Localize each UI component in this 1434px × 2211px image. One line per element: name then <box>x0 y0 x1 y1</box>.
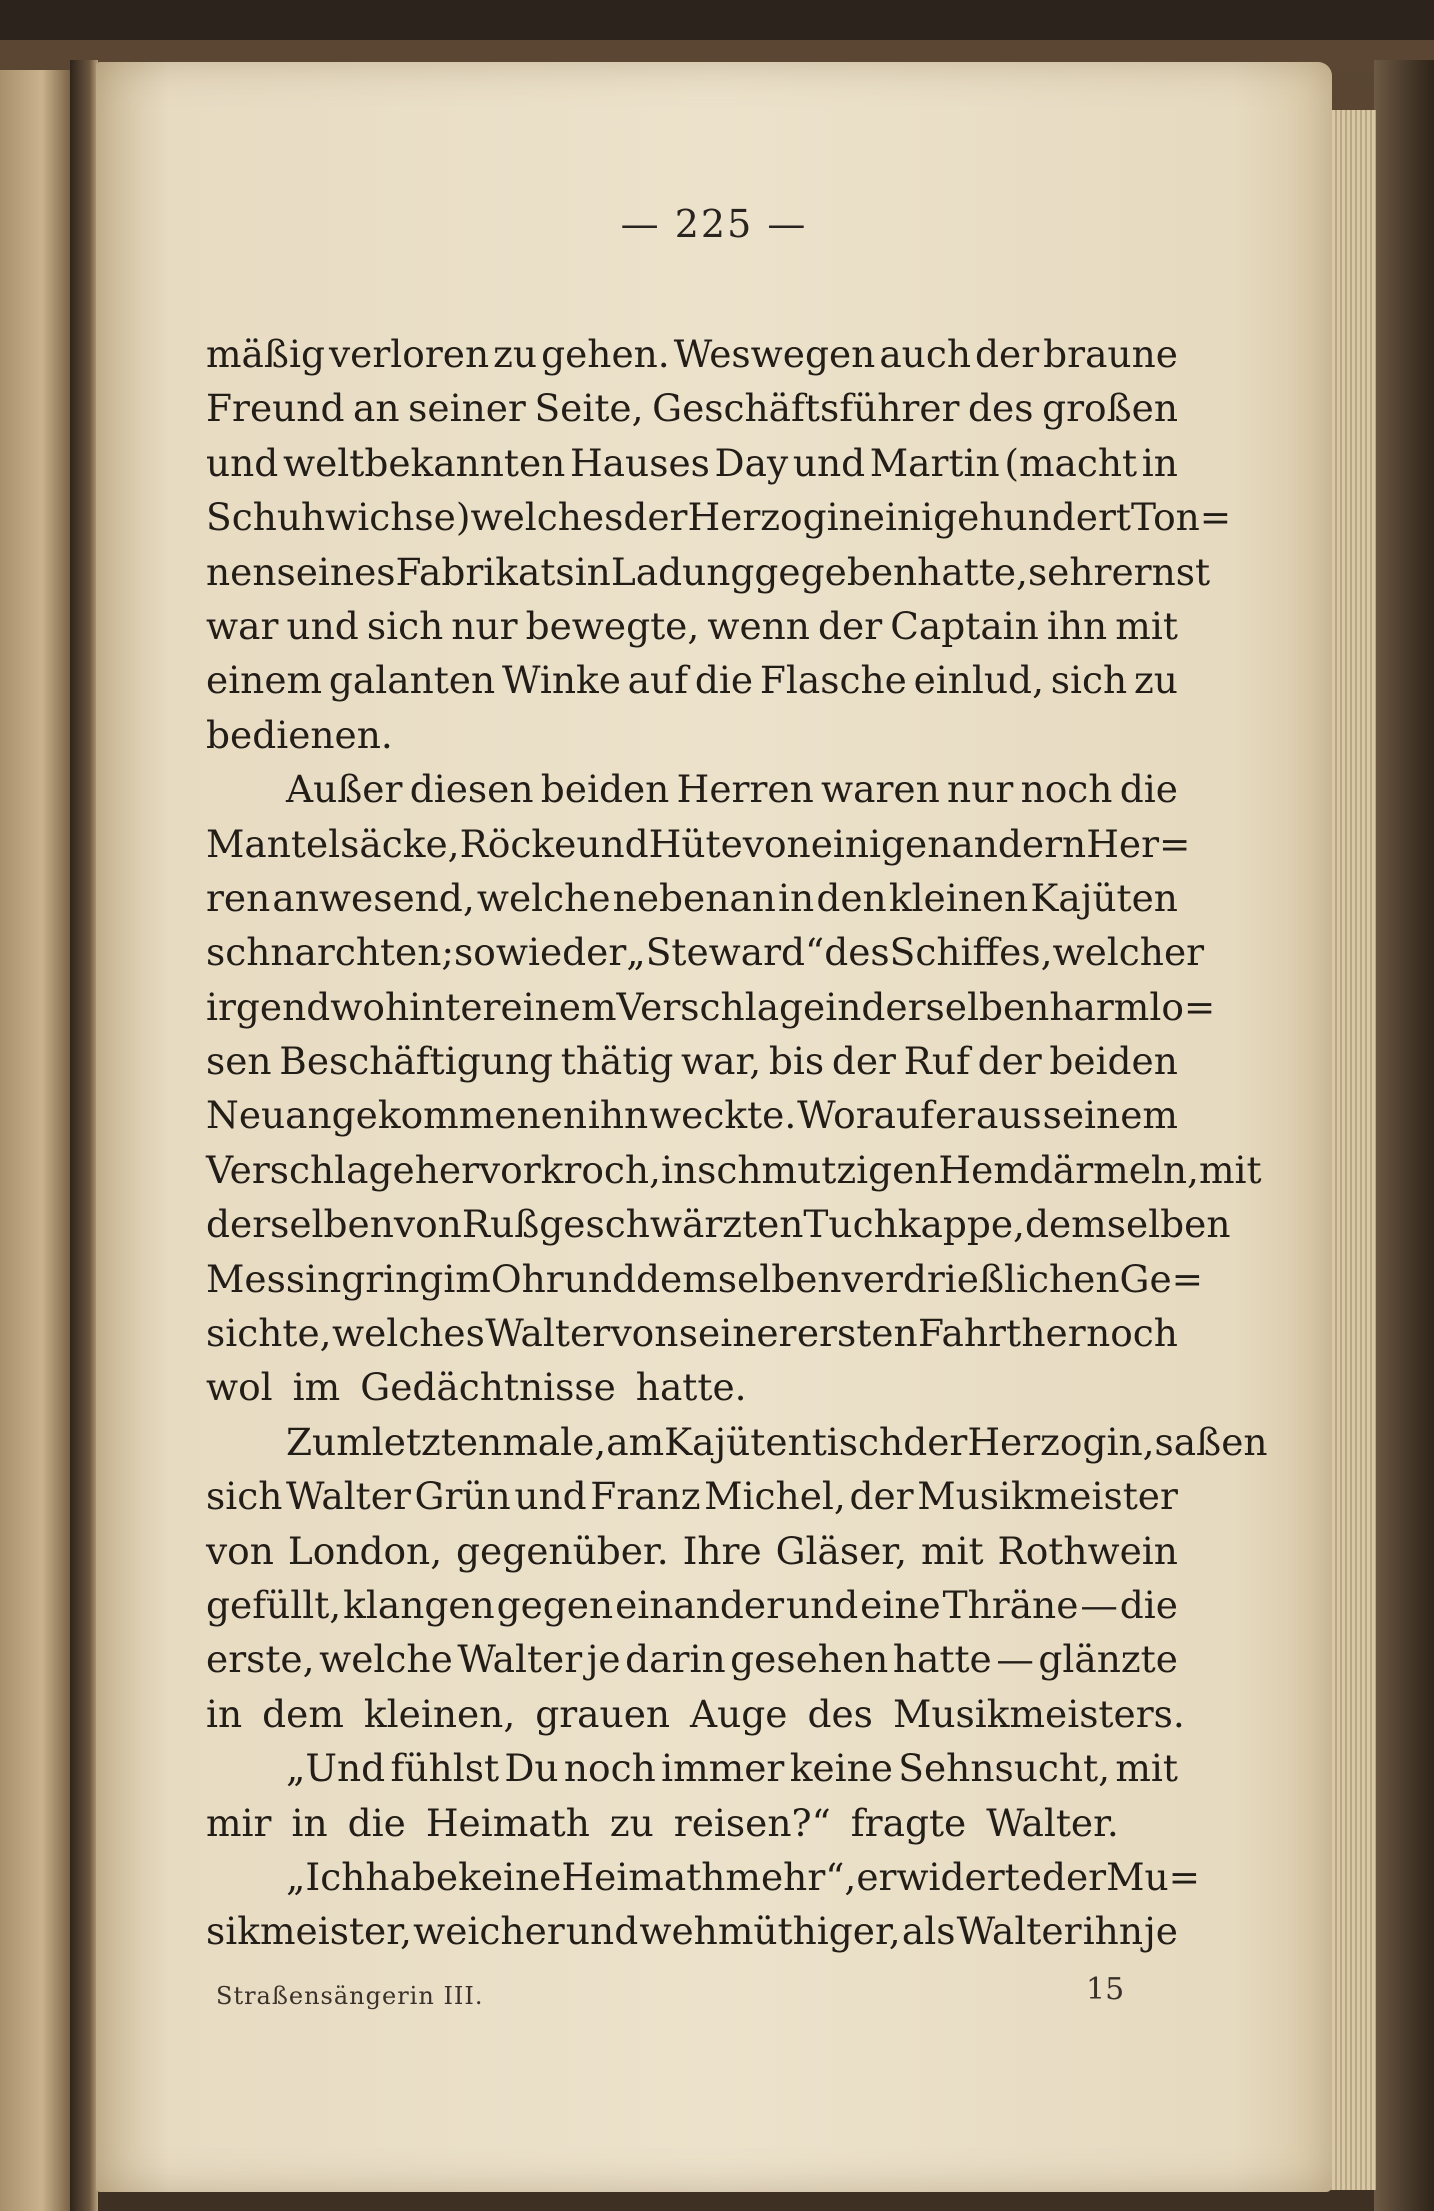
word: von <box>742 821 811 866</box>
text-line <box>206 925 1205 979</box>
word: den <box>816 875 887 920</box>
word: der <box>975 332 1040 376</box>
word: „Und <box>286 1746 386 1791</box>
word: je <box>1144 1909 1178 1954</box>
word: des <box>807 1691 873 1736</box>
word: in <box>574 549 611 594</box>
word: der <box>977 1039 1042 1084</box>
word: in <box>291 1800 328 1845</box>
word: am <box>606 1419 665 1464</box>
word: die <box>1119 1582 1178 1627</box>
word: hatte. <box>635 1365 747 1410</box>
word: Walter <box>956 1909 1082 1954</box>
word: verloren <box>328 332 490 376</box>
word: des <box>968 386 1034 431</box>
word: mäßig <box>206 332 325 376</box>
text-line <box>206 762 1178 816</box>
word: Walter <box>457 1637 583 1682</box>
word: irgendwo <box>206 984 385 1029</box>
word: Gläser, <box>775 1528 908 1573</box>
word: wehmüthiger, <box>639 1909 901 1954</box>
word: einige <box>862 495 980 540</box>
word: und <box>565 1909 639 1954</box>
book-gutter <box>70 60 98 2211</box>
word: wenn <box>707 603 810 648</box>
word: gehen. <box>541 332 670 376</box>
word: welcher <box>1052 930 1205 975</box>
word: gegenüber. <box>456 1528 669 1573</box>
word: sich <box>366 603 444 648</box>
text-line <box>206 1850 1201 1904</box>
text-line <box>206 1578 1178 1632</box>
word: nur <box>947 767 1014 812</box>
word: noch <box>1086 1311 1178 1356</box>
text-line <box>206 1524 1178 1578</box>
word: Verschlage <box>206 1147 415 1192</box>
word: an <box>353 386 400 431</box>
page-number-header: — 225 — <box>620 202 808 246</box>
word: Neuangekommenen <box>206 1093 587 1138</box>
word: (macht <box>1004 440 1138 485</box>
word: galanten <box>328 658 496 703</box>
word: gesehen <box>730 1637 889 1682</box>
word: der <box>818 603 883 648</box>
word: Ruf <box>903 1039 970 1084</box>
word: ihn <box>1082 1909 1143 1954</box>
word: Walter <box>286 1474 411 1519</box>
word: mit <box>1198 1147 1262 1192</box>
word: mehr“, <box>725 1854 857 1899</box>
body-text <box>206 327 1268 1959</box>
word: bis <box>768 1039 825 1084</box>
word: zu <box>493 332 538 376</box>
word: hatte, <box>917 549 1028 594</box>
word: Musikmeister <box>917 1474 1178 1519</box>
word: und <box>576 821 649 866</box>
word: war <box>206 603 279 648</box>
word: fragte <box>850 1800 967 1845</box>
left-page-edge <box>0 70 73 2211</box>
word: weckte. <box>649 1093 797 1138</box>
text-line <box>206 708 1178 762</box>
word: Grün <box>414 1474 511 1519</box>
sheet-number: 15 <box>1086 1972 1125 2007</box>
word: Zum <box>286 1419 372 1464</box>
text-line <box>206 545 1211 599</box>
word: Kajütentisch <box>664 1419 904 1464</box>
word: Walter <box>485 1311 611 1356</box>
text-line <box>206 1034 1178 1088</box>
text-line <box>206 1088 1178 1142</box>
word: welches <box>470 495 624 540</box>
word: braune <box>1043 332 1178 376</box>
word: verdrießlichen <box>841 1256 1120 1301</box>
word: auf <box>627 658 689 703</box>
word: die <box>347 1800 406 1845</box>
word: einlud, <box>913 658 1044 703</box>
text-line <box>206 599 1178 653</box>
word: Geschäftsführer <box>652 386 960 431</box>
word: Verschlage <box>616 984 826 1029</box>
text-line <box>206 327 1178 381</box>
word: Schiffes, <box>889 930 1053 975</box>
word: beiden <box>1049 1039 1178 1084</box>
word: grauen <box>535 1691 671 1736</box>
word: erste, <box>206 1637 315 1682</box>
word: Walter. <box>986 1800 1119 1845</box>
word: zu <box>609 1800 654 1845</box>
word: des <box>824 930 890 975</box>
word: Day <box>714 440 789 485</box>
word: die <box>1119 767 1178 812</box>
word: Weswegen <box>673 332 876 376</box>
word: welche <box>319 1637 453 1682</box>
word: zu <box>1133 658 1178 703</box>
text-line <box>206 1741 1178 1795</box>
text-line <box>206 1143 1262 1197</box>
word: sich <box>1050 658 1128 703</box>
word: fühlst <box>390 1746 500 1791</box>
word: Röcke <box>459 821 577 866</box>
word: klangen <box>343 1582 495 1627</box>
word: Fabrikats <box>395 549 575 594</box>
word: Tuchkappe, <box>803 1202 1025 1247</box>
word: er <box>934 1093 976 1138</box>
word: Hemdärmeln, <box>938 1147 1199 1192</box>
word: Hüte <box>648 821 743 866</box>
word: Beschäftigung <box>279 1039 554 1084</box>
word: mir <box>206 1800 272 1845</box>
word: Seite, <box>534 386 644 431</box>
word: in <box>660 1147 698 1192</box>
word: der <box>562 930 627 975</box>
word: mit <box>920 1528 984 1573</box>
word: Du <box>504 1746 559 1791</box>
word: seiner <box>678 1311 797 1356</box>
word: aus <box>975 1093 1042 1138</box>
word: sikmeister, <box>206 1909 412 1954</box>
text-line <box>206 436 1178 490</box>
word: ernst <box>1111 549 1211 594</box>
word: Gedächtnisse <box>360 1365 616 1410</box>
word: die <box>694 658 754 703</box>
word: einander <box>615 1582 785 1627</box>
word: „Steward“ <box>626 930 825 975</box>
word: ersten <box>796 1311 918 1356</box>
word: einem <box>206 658 323 703</box>
word: mit <box>1115 1746 1178 1791</box>
word: seiner <box>408 386 526 431</box>
word: kleinen, <box>363 1691 516 1736</box>
word: anwesend, <box>272 875 475 920</box>
word: Mantelsäcke, <box>206 821 460 866</box>
word: wol <box>206 1365 273 1410</box>
word: im <box>443 1256 491 1301</box>
word: darin <box>625 1637 726 1682</box>
word: war, <box>681 1039 762 1084</box>
word: hundert <box>979 495 1131 540</box>
word: der <box>849 1474 914 1519</box>
word: sich <box>206 1474 283 1519</box>
word: immer <box>661 1746 785 1791</box>
word: in <box>778 875 815 920</box>
word: großen <box>1042 386 1178 431</box>
word: ren <box>206 875 271 920</box>
text-line <box>206 1415 1268 1469</box>
word: beiden <box>540 767 670 812</box>
book-page <box>96 62 1332 2192</box>
word: der <box>1041 1854 1107 1899</box>
word: keine <box>458 1854 562 1899</box>
text-line <box>206 1632 1178 1686</box>
word: sen <box>206 1039 272 1084</box>
word: waren <box>821 767 940 812</box>
word: geschwärzten <box>539 1202 804 1247</box>
word: Ladung <box>610 549 755 594</box>
word: der <box>831 1039 896 1084</box>
word: weicher <box>413 1909 565 1954</box>
text-line <box>206 1197 1231 1251</box>
word: Herzogin <box>687 495 863 540</box>
word: einigen <box>810 821 952 866</box>
word: glänzte <box>1038 1637 1178 1682</box>
word: andern <box>951 821 1087 866</box>
word: schnarchten; <box>206 930 455 975</box>
word: Winke <box>501 658 621 703</box>
word: und <box>514 1474 587 1519</box>
word: von <box>610 1311 679 1356</box>
word: gegeben <box>754 549 918 594</box>
word: der <box>623 495 688 540</box>
signature-mark: Straßensängerin III. <box>216 1982 484 2010</box>
word: thätig <box>560 1039 674 1084</box>
word: nebenan <box>612 875 776 920</box>
text-line <box>206 1306 1178 1360</box>
word: hatte <box>892 1637 992 1682</box>
word: Herzogin, <box>967 1419 1155 1464</box>
word: Captain <box>890 603 1039 648</box>
word: — <box>996 1637 1034 1682</box>
text-line <box>206 381 1178 435</box>
word: schmutzigen <box>697 1147 939 1192</box>
text-line <box>206 1904 1178 1958</box>
word: Schuhwichse) <box>206 495 471 540</box>
word: in <box>1141 440 1178 485</box>
word: Heimath <box>425 1800 590 1845</box>
word: Franz <box>590 1474 701 1519</box>
word: auch <box>879 332 971 376</box>
word: bewegte, <box>525 603 700 648</box>
word: Flasche <box>759 658 907 703</box>
word: Hauses <box>569 440 710 485</box>
word: demselben <box>1024 1202 1231 1247</box>
word: Michel, <box>704 1474 846 1519</box>
text-line <box>206 1469 1178 1523</box>
word: von <box>393 1202 462 1247</box>
text-line <box>206 817 1191 871</box>
word: hinter <box>384 984 501 1029</box>
word: nur <box>451 603 518 648</box>
word: Ruß <box>461 1202 540 1247</box>
word: — <box>1080 1582 1118 1627</box>
word: nen <box>206 549 277 594</box>
text-line <box>206 1796 1178 1850</box>
word: derselben <box>206 1202 394 1247</box>
word: Mu= <box>1106 1854 1201 1899</box>
word: Sehnsucht, <box>898 1746 1111 1791</box>
word: noch <box>1020 767 1113 812</box>
text-line <box>206 490 1232 544</box>
text-line <box>206 1360 1178 1414</box>
word: Freund <box>206 386 345 431</box>
page-footer <box>216 1972 1125 2022</box>
word: London, <box>287 1528 443 1573</box>
word: Ohr <box>490 1256 564 1301</box>
word: von <box>206 1528 274 1573</box>
word: Auge <box>690 1691 788 1736</box>
word: und <box>563 1256 637 1301</box>
word: ihn <box>1046 603 1108 648</box>
word: und <box>792 440 866 485</box>
text-line <box>206 1687 1185 1741</box>
word: Her= <box>1086 821 1191 866</box>
word: Herren <box>676 767 814 812</box>
word: kleinen <box>888 875 1029 920</box>
word: noch <box>563 1746 656 1791</box>
word: gegen <box>496 1582 614 1627</box>
word: Worauf <box>797 1093 935 1138</box>
word: sehr <box>1027 549 1112 594</box>
word: dem <box>262 1691 344 1736</box>
word: in <box>206 1691 243 1736</box>
word: Martin <box>869 440 1000 485</box>
word: je <box>586 1637 621 1682</box>
word: in <box>825 984 862 1029</box>
text-line <box>206 871 1178 925</box>
word: bedienen. <box>206 712 393 757</box>
word: saßen <box>1154 1419 1268 1464</box>
word: Thräne <box>942 1582 1079 1627</box>
word: Kajüten <box>1030 875 1178 920</box>
word: mit <box>1115 603 1178 648</box>
word: Musikmeisters. <box>892 1691 1185 1736</box>
word: Rothwein <box>997 1528 1178 1573</box>
word: Außer <box>286 767 403 812</box>
word: reisen?“ <box>673 1800 831 1845</box>
word: Ge= <box>1119 1256 1204 1301</box>
word: Ihre <box>682 1528 762 1573</box>
text-line <box>206 653 1178 707</box>
word: Fahrt <box>918 1311 1022 1356</box>
word: demselben <box>636 1256 842 1301</box>
word: Ton= <box>1130 495 1232 540</box>
word: weltbekannten <box>282 440 566 485</box>
word: eine <box>860 1582 941 1627</box>
word: und <box>785 1582 859 1627</box>
word: seinem <box>1042 1093 1178 1138</box>
word: welches <box>331 1311 485 1356</box>
word: im <box>292 1365 341 1410</box>
word: derselben <box>861 984 1050 1029</box>
word: und <box>286 603 359 648</box>
word: harmlo= <box>1049 984 1216 1029</box>
word: diesen <box>409 767 534 812</box>
word: und <box>206 440 279 485</box>
word: letztenmale, <box>371 1419 607 1464</box>
word: hervorkroch, <box>414 1147 661 1192</box>
word: ihn <box>587 1093 649 1138</box>
word: keine <box>789 1746 893 1791</box>
word: her <box>1021 1311 1086 1356</box>
word: Messingring <box>206 1256 444 1301</box>
text-line <box>206 1252 1204 1306</box>
word: einem <box>500 984 617 1029</box>
word: „Ich <box>286 1854 366 1899</box>
word: der <box>903 1419 968 1464</box>
word: Heimath <box>561 1854 726 1899</box>
word: gefüllt, <box>206 1582 342 1627</box>
text-line <box>206 980 1216 1034</box>
word: welche <box>476 875 611 920</box>
right-cover-edge <box>1374 60 1434 2211</box>
word: seines <box>276 549 396 594</box>
word: sowie <box>454 930 563 975</box>
word: als <box>901 1909 956 1954</box>
word: sichte, <box>206 1311 332 1356</box>
word: habe <box>365 1854 459 1899</box>
word: erwiderte <box>856 1854 1042 1899</box>
